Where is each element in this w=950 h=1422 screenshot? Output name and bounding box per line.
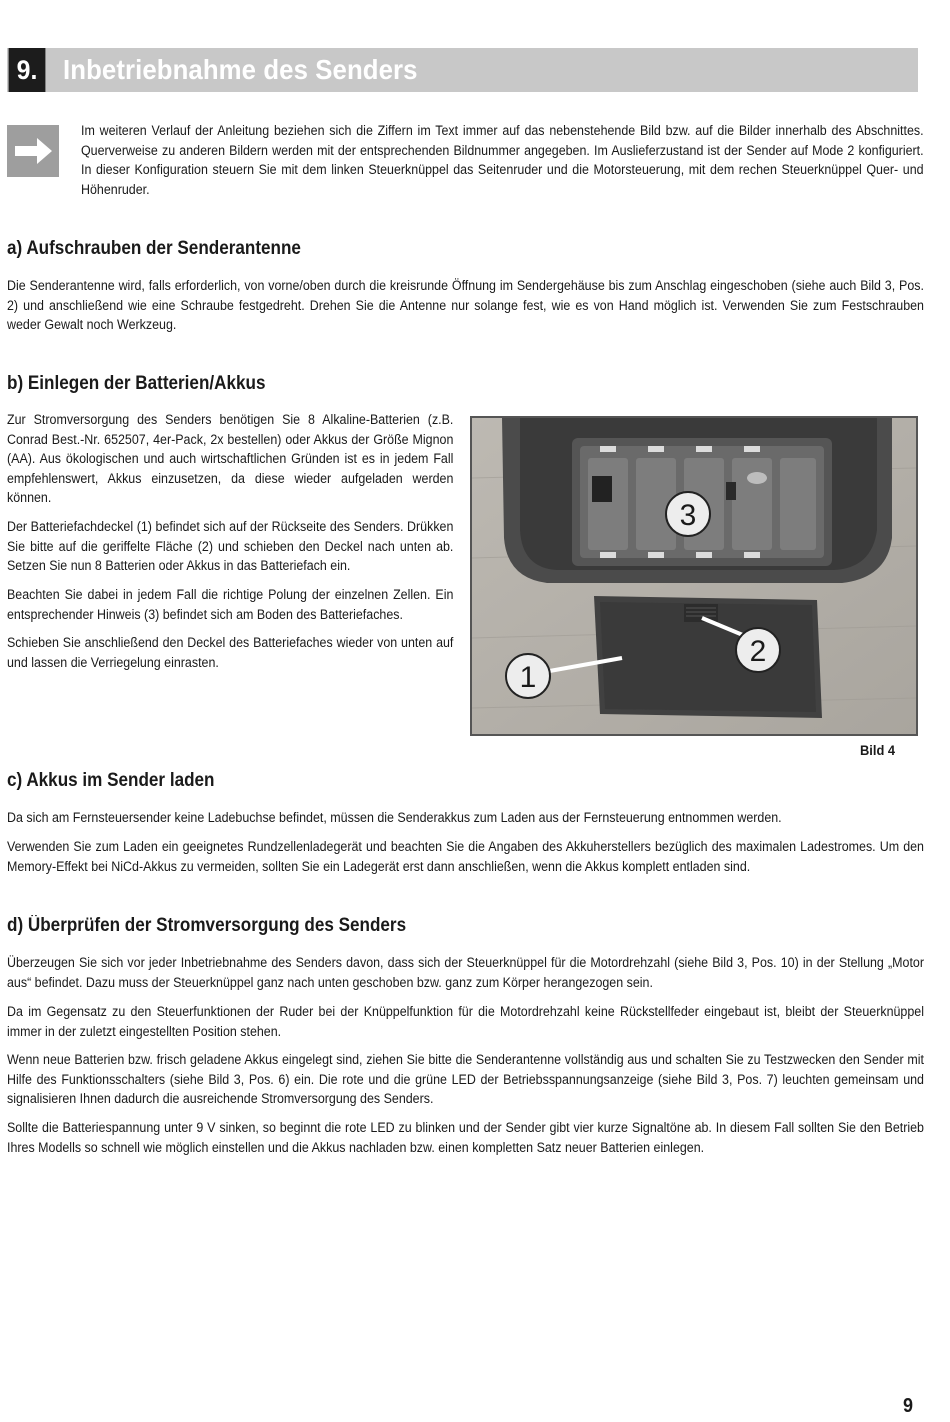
arrow-right-icon xyxy=(7,125,59,177)
page-number: 9 xyxy=(903,1395,914,1417)
paragraph-charging-2: Verwenden Sie zum Laden ein geeignetes Rundzellenladegerät und beachten Sie die Angaben des Akkuherstellers bezüglich des maximalen Ladestromes. Um den Memory-Effekt bei NiCd-Akkus zu vermeiden, sollten Sie ein Ladegerät erst dann anschließen, wenn die Akkus komplett entladen sind. xyxy=(7,839,924,874)
paragraph-power-2: Da im Gegensatz zu den Steuerfunktionen der Ruder bei der Knüppelfunktion für die Motordrehzahl keine Rückstellfeder eingebaut ist, bleibt der Steuerknüppel immer in der zuletzt eingestellten Position stehen. xyxy=(7,1004,924,1039)
chapter-number: 9. xyxy=(9,48,46,92)
paragraph-power-3: Wenn neue Batterien bzw. frisch geladene Akkus eingelegt sind, ziehen Sie bitte die Senderantenne vollständig aus und schalten Sie zu Testzwecken den Sender mit Hilfe des Funktionsschalters (siehe Bild 3, Pos. 6) ein. Die rote und die grüne LED der Betriebsspannungsanzeige (siehe Bild 3, Pos. 7) leuchten gemeinsam und signalisieren Ihnen dadurch die ausreichende Stromversorgung des Senders. xyxy=(7,1052,924,1107)
chapter-header xyxy=(7,48,918,92)
heading-power-check: d) Überprüfen der Stromversorgung des Senders xyxy=(7,915,407,936)
paragraph-batteries-1: Zur Stromversorgung des Senders benötigen Sie 8 Alkaline-Batterien (z.B. Conrad Best.-Nr. 652507, 4er-Pack, 2x bestellen) oder Akkus der Größe Mignon (AA). Aus ökologischen und auch wirtschaftlichen Gründen ist es in jedem Fall empfehlenswert, Akkus einzusetzen, da diese wieder aufgeladen werden können. xyxy=(7,412,454,506)
paragraph-power-1: Überzeugen Sie sich vor jeder Inbetriebnahme des Senders davon, dass sich der Steuerknüppel für die Motordrehzahl (siehe Bild 3, Pos. 10) in der Stellung „Motor aus“ befindet. Dazu muss der Steuerknüppel ganz nach unten geschoben bzw. ganz zum Körper herangezogen sein. xyxy=(7,955,924,990)
battery-compartment-photo xyxy=(470,416,918,736)
paragraph-antenna: Die Senderantenne wird, falls erforderlich, von vorne/oben durch die kreisrunde Öffnung im Sendergehäuse bis zum Anschlag eingeschoben (siehe auch Bild 3, Pos. 2) und anschließend wie eine Schraube festgedreht. Drehen Sie die Antenne nur solange fest, wie es von Hand möglich ist. Verwenden Sie zum Festschrauben weder Gewalt noch Werkzeug. xyxy=(7,278,924,333)
heading-batteries: b) Einlegen der Batterien/Akkus xyxy=(7,373,266,394)
chapter-title: Inbetriebnahme des Senders xyxy=(63,54,418,85)
heading-charging: c) Akkus im Sender laden xyxy=(7,770,215,791)
figure-caption: Bild 4 xyxy=(860,742,896,758)
paragraph-batteries-4: Schieben Sie anschließend den Deckel des Batteriefaches wieder von unten auf und lassen die Verriegelung einrasten. xyxy=(7,635,454,670)
label-3: 3 xyxy=(679,499,697,532)
paragraph-batteries-3: Beachten Sie dabei in jedem Fall die richtige Polung der einzelnen Zellen. Ein entsprechender Hinweis (3) befindet sich am Boden des Batteriefaches. xyxy=(7,587,454,622)
heading-antenna: a) Aufschrauben der Senderantenne xyxy=(7,238,301,259)
paragraph-batteries-2: Der Batteriefachdeckel (1) befindet sich auf der Rückseite des Senders. Drükken Sie bitte auf die geriffelte Fläche (2) und schieben den Deckel nach unten ab. Setzen Sie nun 8 Batterien oder Akkus in das Batteriefach ein. xyxy=(7,519,454,574)
paragraph-power-4: Sollte die Batteriespannung unter 9 V sinken, so beginnt die rote LED zu blinken und der Sender gibt vier kurze Signaltöne ab. In diesem Fall sollten Sie den Betrieb Ihres Modells so schnell wie möglich einstellen und die Akkus nachladen bzw. einen kompletten Satz neuer Batterien einlegen. xyxy=(7,1120,924,1155)
paragraph-charging-1: Da sich am Fernsteuersender keine Ladebuchse befindet, müssen die Senderakkus zum Laden aus der Fernsteuerung entnommen werden. xyxy=(7,810,782,825)
note-text: Im weiteren Verlauf der Anleitung beziehen sich die Ziffern im Text immer auf das nebenstehende Bild bzw. auf die Bilder innerhalb des Abschnittes. Querverweise zu anderen Bildern werden mit der entsprechenden Bildnummer angegeben. Im Auslieferzustand ist der Sender auf Mode 2 konfiguriert. In dieser Konfiguration steuern Sie mit dem linken Steuerknüppel das Seitenruder und die Motorsteuerung, mit dem rechen Steuerknüppel Quer- und Höhenruder. xyxy=(81,123,924,197)
label-1: 1 xyxy=(519,661,537,694)
label-2: 2 xyxy=(749,635,767,668)
